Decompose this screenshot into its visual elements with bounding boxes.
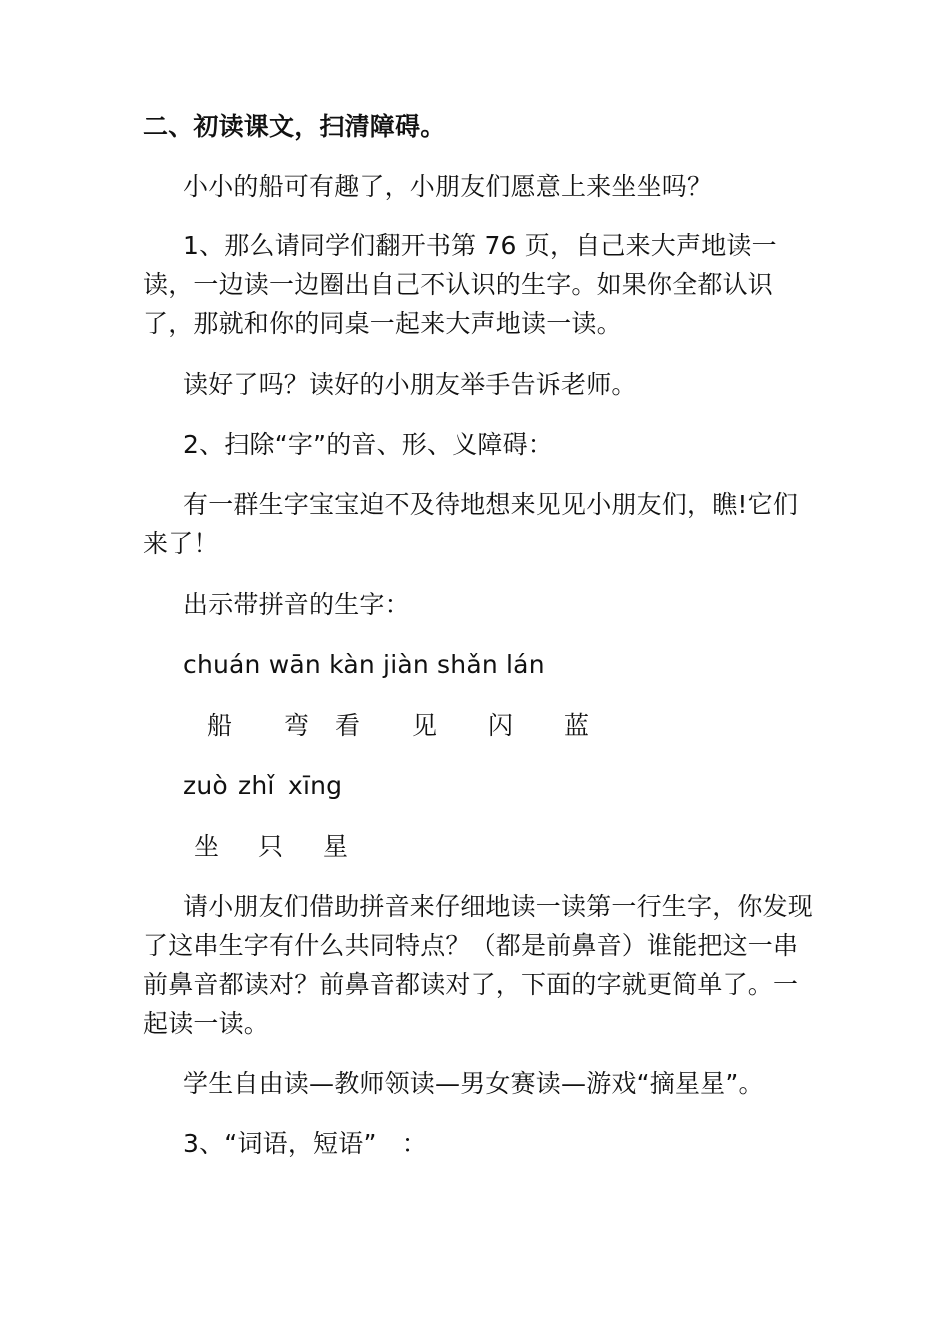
paragraph-check: 读好了吗？读好的小朋友举手告诉老师。	[183, 370, 637, 399]
paragraph-step3: 3、“词语，短语” ：	[183, 1129, 428, 1158]
character-row-1	[143, 706, 813, 745]
character: 弯	[284, 711, 310, 740]
paragraph-reading-activities: 学生自由读—教师领读—男女赛读—游戏“摘星星”。	[183, 1069, 764, 1098]
character: 见	[412, 711, 438, 740]
pinyin-row-1: chuán wān kàn jiàn shǎn lán	[183, 650, 545, 679]
pinyin: zhǐ	[238, 771, 275, 800]
pinyin: zuò	[183, 771, 228, 800]
paragraph-step1: 1、那么请同学们翻开书第 76 页，自己来大声地读一读，一边读一边圈出自己不认识的生字。如果你全都认识了，那就和你的同桌一起来大声地读一读。	[143, 231, 777, 338]
character: 看	[335, 711, 361, 740]
character: 坐	[194, 832, 220, 861]
paragraph-show-pinyin: 出示带拼音的生字：	[183, 590, 410, 619]
character: 星	[323, 832, 349, 861]
pinyin: xīng	[288, 771, 343, 800]
character: 船	[207, 711, 233, 740]
paragraph-front-nasal: 请小朋友们借助拼音来仔细地读一读第一行生字，你发现了这串生字有什么共同特点？（都是前鼻音）谁能把这一串前鼻音都读对？前鼻音都读对了，下面的字就更简单了。一起读一读。	[143, 892, 814, 1038]
character: 蓝	[564, 711, 590, 740]
character: 只	[258, 832, 284, 861]
section-heading: 二、初读课文，扫清障碍。	[143, 112, 446, 141]
character-row-2	[143, 827, 813, 866]
pinyin-row-2	[143, 766, 813, 805]
paragraph-intro: 小小的船可有趣了，小朋友们愿意上来坐坐吗？	[183, 172, 713, 201]
character: 闪	[488, 711, 514, 740]
paragraph-step2: 2、扫除“字”的音、形、义障碍：	[183, 430, 554, 459]
paragraph-characters-come: 有一群生字宝宝迫不及待地想来见见小朋友们，瞧!它们来了！	[143, 490, 799, 558]
